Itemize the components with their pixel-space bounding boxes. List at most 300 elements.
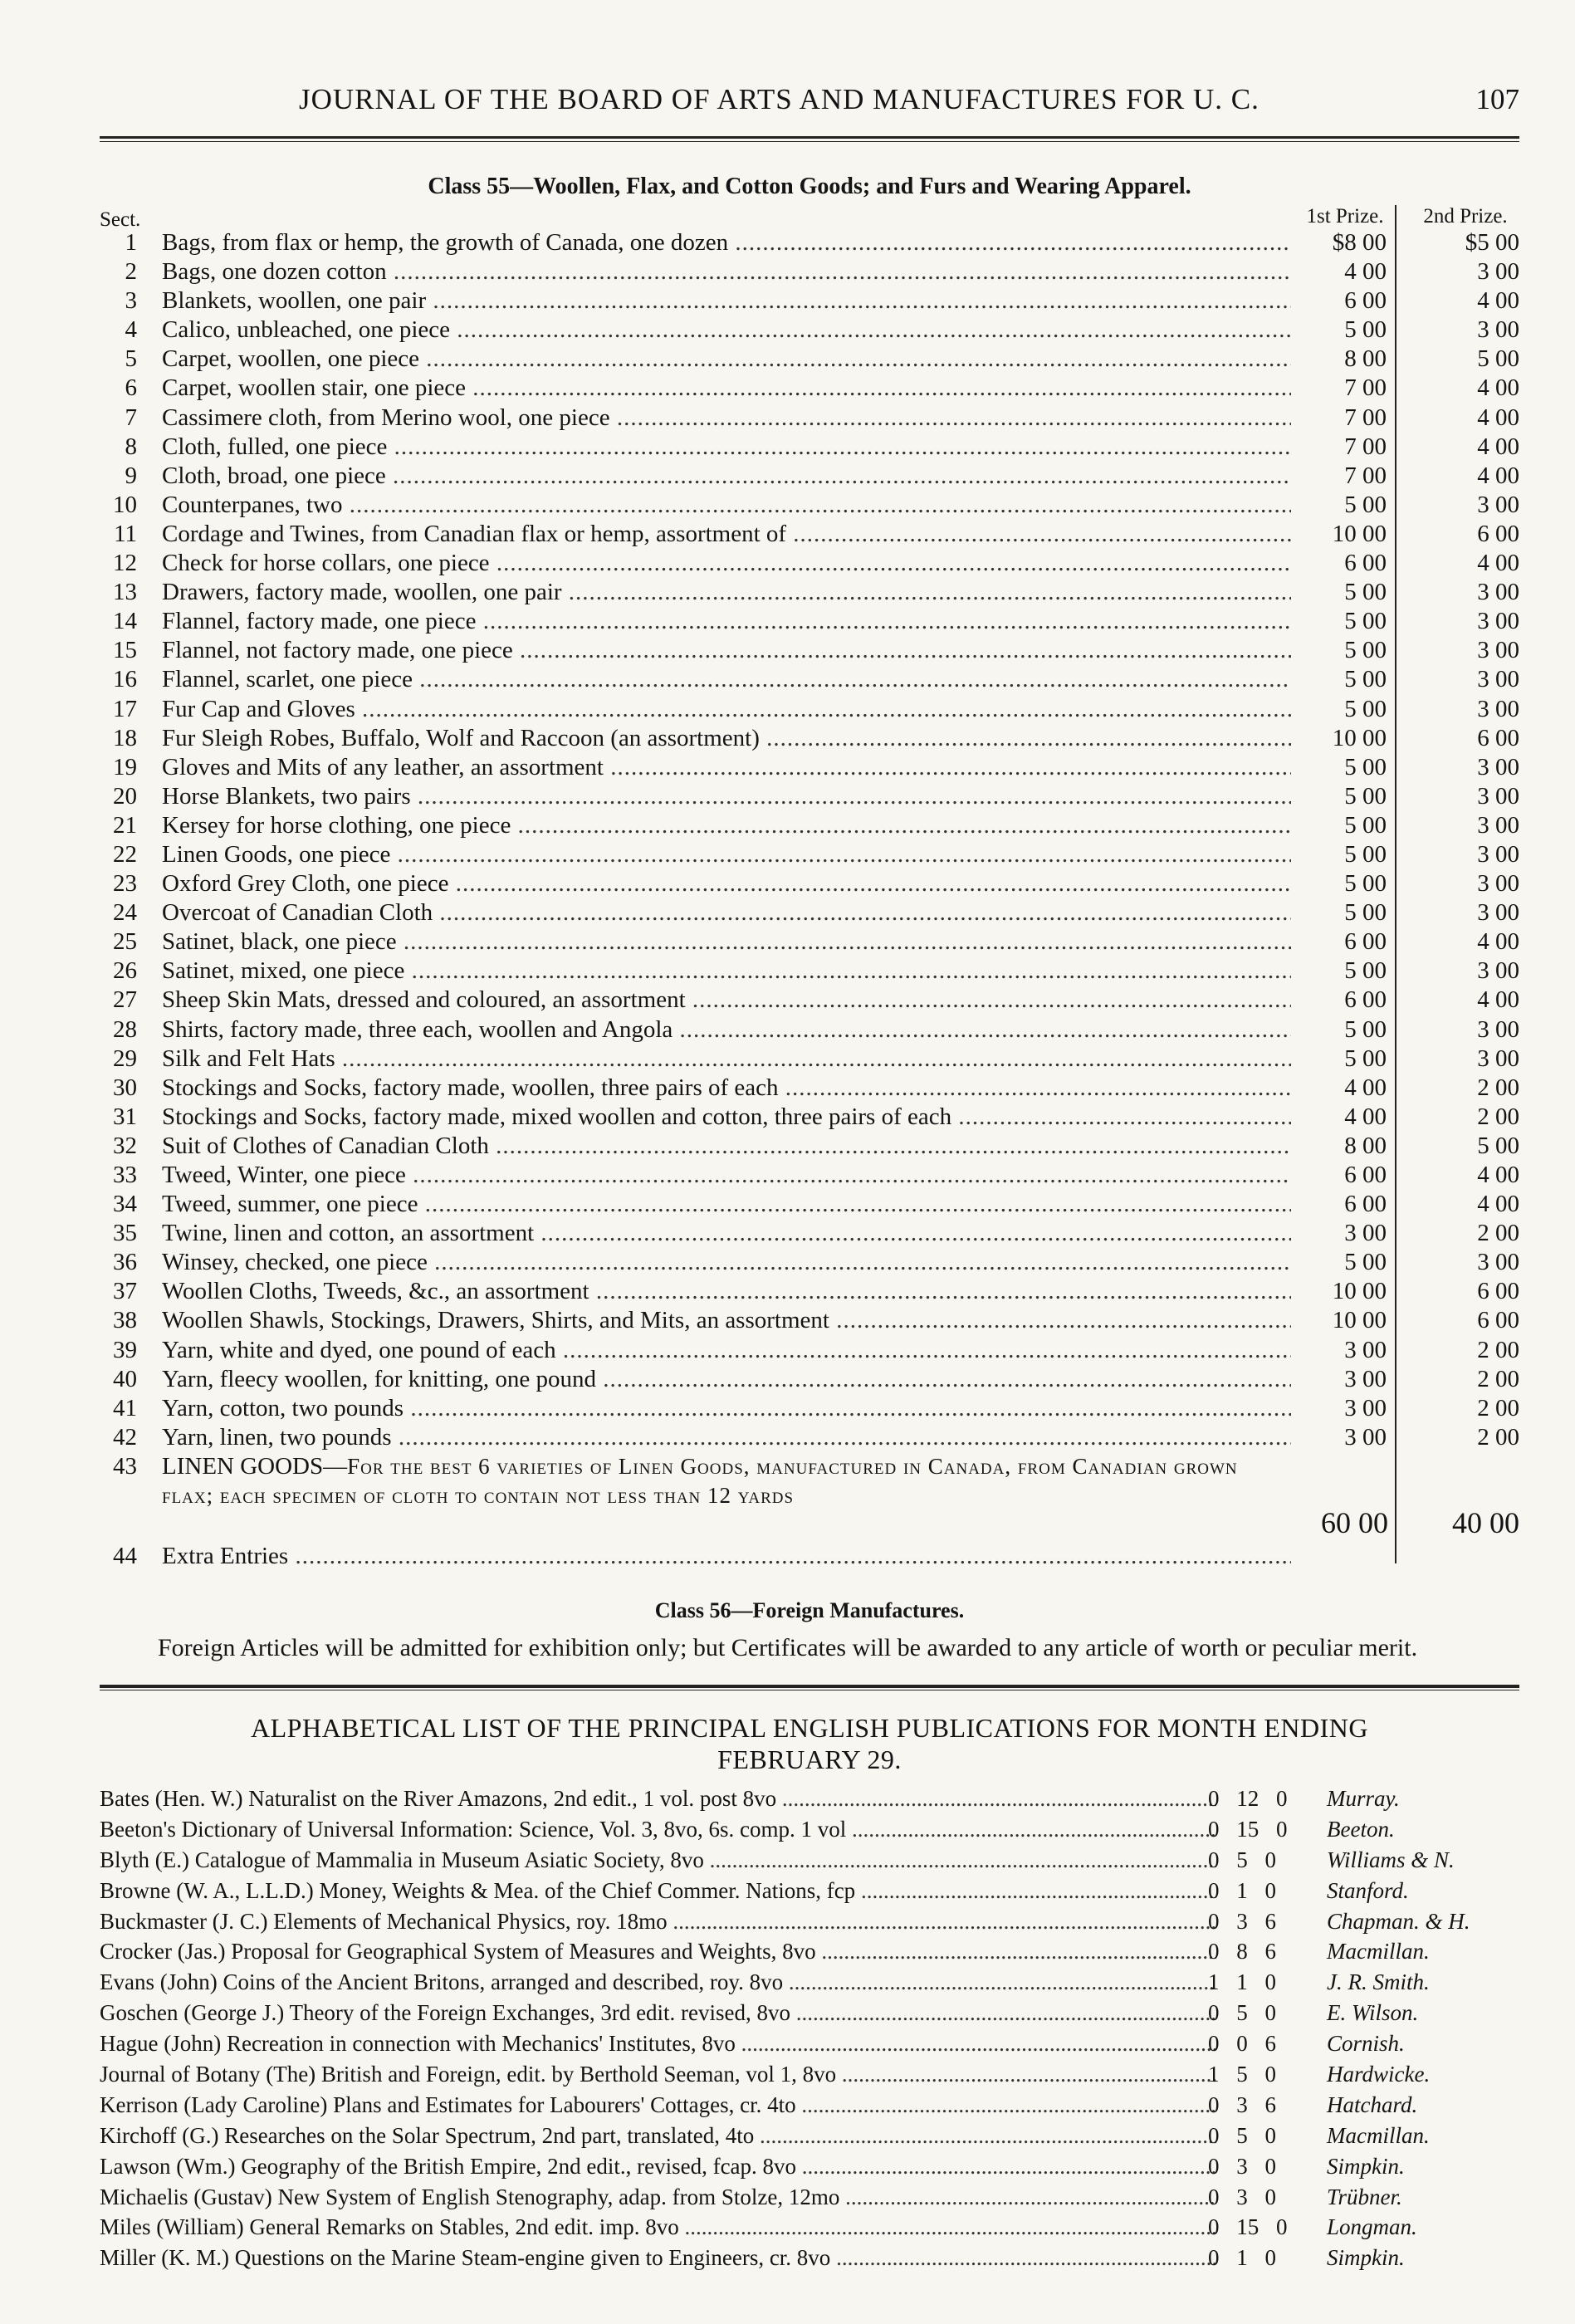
item-description: Twine, linen and cotton, an assortment ..... (162, 1219, 1291, 1248)
section-number: 42 (113, 1423, 137, 1451)
second-prize-amount: 40 00 (1452, 1505, 1519, 1539)
publication-publisher: Stanford. (1327, 1877, 1409, 1903)
first-prize-amount: 7 00 (1344, 462, 1387, 489)
prize-row (100, 1248, 1519, 1277)
item-description: Horse Blankets, two pairs ..... (162, 782, 1291, 811)
linen-goods-description (162, 1452, 1291, 1510)
second-prize-amount: 3 00 (1477, 840, 1519, 868)
first-prize-amount: 7 00 (1344, 404, 1387, 431)
first-prize-amount: 6 00 (1344, 1162, 1387, 1188)
publication-price: 0 3 0 (1208, 2184, 1276, 2209)
section-number: 41 (113, 1394, 137, 1421)
publication-publisher: Hardwicke. (1327, 2061, 1431, 2087)
item-description: Silk and Felt Hats ..... (162, 1045, 1291, 1074)
first-prize-amount: 3 00 (1344, 1365, 1387, 1392)
second-prize-amount: 3 00 (1477, 811, 1519, 839)
prize-row (100, 1015, 1519, 1045)
publication-price: 0 3 6 (1208, 1908, 1276, 1934)
item-description: Woollen Shawls, Stockings, Drawers, Shirts, and Mits, an assortment ..... (162, 1306, 1291, 1335)
second-prize-amount: 4 00 (1477, 1191, 1519, 1218)
section-number: 44 (113, 1542, 137, 1569)
publication-publisher: Murray. (1327, 1785, 1400, 1811)
second-prize-amount: 5 00 (1477, 345, 1519, 373)
prize-rows (100, 228, 1519, 1452)
section-number: 27 (113, 986, 137, 1014)
section-number: 21 (113, 811, 137, 839)
first-prize-amount: 3 00 (1344, 1220, 1387, 1247)
page-number: 107 (1475, 83, 1519, 115)
first-prize-amount: 5 00 (1344, 811, 1387, 839)
first-prize-amount: 6 00 (1344, 986, 1387, 1014)
publication-entry (100, 1845, 1519, 1876)
first-prize-amount: 5 00 (1344, 782, 1387, 810)
first-prize-amount: 4 00 (1344, 258, 1387, 286)
section-number: 36 (113, 1249, 137, 1276)
first-prize-amount: 10 00 (1332, 520, 1387, 547)
second-prize-amount: 3 00 (1477, 870, 1519, 898)
second-prize-amount: 3 00 (1477, 899, 1519, 927)
second-prize-amount: 4 00 (1477, 986, 1519, 1014)
first-prize-amount: 5 00 (1344, 666, 1387, 693)
publication-price: 0 0 6 (1208, 2031, 1276, 2057)
prize-row (100, 957, 1519, 986)
first-prize-amount: 4 00 (1344, 1103, 1387, 1130)
second-prize-amount: 3 00 (1477, 753, 1519, 780)
second-prize-amount: 3 00 (1477, 316, 1519, 344)
prize-row (100, 374, 1519, 403)
publication-entry (100, 2059, 1519, 2090)
item-description: Yarn, fleecy woollen, for knitting, one pound ..... (162, 1365, 1291, 1394)
class-55-title: Class 55—Woollen, Flax, and Cotton Goods; and Furs and Wearing Apparel. (428, 174, 1191, 199)
prize-row (100, 1161, 1519, 1190)
section-number: 18 (113, 724, 137, 751)
running-title: JOURNAL OF THE BOARD OF ARTS AND MANUFACTURES FOR U. C. (299, 83, 1260, 115)
second-prize-amount: 2 00 (1477, 1394, 1519, 1421)
foreign-articles-note: Foreign Articles will be admitted for exhibition only; but Certificates will be awarded to any article of worth or peculiar merit. (158, 1633, 1418, 1661)
item-description: Drawers, factory made, woollen, one pair ..... (162, 578, 1291, 607)
publication-title: Buckmaster (J. C.) Elements of Mechanical Physics, roy. 18mo ..... (100, 1906, 1216, 1936)
publication-price: 0 5 0 (1208, 2122, 1276, 2148)
prize-table-header (100, 203, 1519, 231)
first-prize-amount: 5 00 (1344, 1045, 1387, 1072)
item-description: Oxford Grey Cloth, one piece ..... (162, 869, 1291, 898)
publication-price: 0 1 0 (1208, 2245, 1276, 2271)
first-prize-amount: 5 00 (1344, 316, 1387, 344)
publication-entry (100, 2243, 1519, 2273)
item-description: Fur Sleigh Robes, Buffalo, Wolf and Raccoon (an assortment) ..... (162, 724, 1291, 753)
section-number: 28 (113, 1015, 137, 1043)
prize-row (100, 1045, 1519, 1074)
section-number: 7 (125, 404, 137, 431)
item-description: Linen Goods, one piece ..... (162, 840, 1291, 869)
second-prize-amount: 3 00 (1477, 491, 1519, 518)
item-description: Tweed, summer, one piece ..... (162, 1190, 1291, 1219)
section-number: 30 (113, 1074, 137, 1101)
section-number: 19 (113, 753, 137, 780)
publication-price: 0 1 0 (1208, 1877, 1276, 1903)
first-prize-amount: 8 00 (1344, 1132, 1387, 1159)
item-description: Suit of Clothes of Canadian Cloth ..... (162, 1132, 1291, 1161)
second-prize-amount: 3 00 (1477, 637, 1519, 664)
section-number: 12 (113, 550, 137, 577)
publication-publisher: Beeton. (1327, 1816, 1395, 1842)
linen-goods-row (100, 1452, 1519, 1542)
first-prize-amount: 10 00 (1332, 724, 1387, 751)
item-description: Kersey for horse clothing, one piece ..... (162, 811, 1291, 840)
publication-publisher: E. Wilson. (1327, 2000, 1419, 2026)
first-prize-amount: 6 00 (1344, 550, 1387, 577)
publication-price: 1 5 0 (1208, 2061, 1276, 2087)
publication-title: Beeton's Dictionary of Universal Information: Science, Vol. 3, 8vo, 6s. comp. 1 vol ..... (100, 1814, 1216, 1844)
first-prize-amount: 8 00 (1344, 345, 1387, 373)
section-number: 3 (125, 287, 137, 315)
first-prize-amount: 10 00 (1332, 1278, 1387, 1305)
first-prize-amount: 3 00 (1344, 1394, 1387, 1421)
prize-row (100, 811, 1519, 840)
second-prize-header: 2nd Prize. (1423, 205, 1508, 228)
section-number: 34 (113, 1191, 137, 1218)
second-prize-amount: 4 00 (1477, 287, 1519, 315)
linen-goods-lead: LINEN GOODS— (162, 1452, 348, 1480)
section-number: 11 (114, 520, 137, 547)
item-description: Flannel, scarlet, one piece ..... (162, 665, 1291, 694)
prize-row (100, 665, 1519, 694)
prize-row (100, 927, 1519, 957)
section-number: 43 (113, 1452, 137, 1480)
prize-row (100, 636, 1519, 665)
publication-price: 0 15 0 (1208, 2214, 1288, 2240)
prize-row (100, 782, 1519, 811)
publications-title (100, 1712, 1519, 1775)
second-prize-amount: 2 00 (1477, 1423, 1519, 1451)
publication-entry (100, 1967, 1519, 1998)
publication-publisher: Cornish. (1327, 2031, 1405, 2057)
item-description: Blankets, woollen, one pair ..... (162, 286, 1291, 316)
publication-title: Browne (W. A., L.L.D.) Money, Weights & Mea. of the Chief Commer. Nations, fcp ..... (100, 1876, 1216, 1906)
publication-publisher: Macmillan. (1327, 1939, 1430, 1964)
publication-entry (100, 2212, 1519, 2243)
prize-row (100, 228, 1519, 257)
section-number: 39 (113, 1336, 137, 1363)
publication-entry (100, 1876, 1519, 1906)
item-description: Gloves and Mits of any leather, an assortment ..... (162, 753, 1291, 782)
prize-row (100, 1103, 1519, 1132)
first-prize-amount: $8 00 (1332, 229, 1387, 256)
section-number: 33 (113, 1162, 137, 1188)
first-prize-amount: 5 00 (1344, 870, 1387, 898)
item-description: Bags, from flax or hemp, the growth of Canada, one dozen ..... (162, 228, 1291, 257)
item-description: Extra Entries ..... (162, 1542, 1291, 1570)
publication-price: 0 12 0 (1208, 1785, 1288, 1811)
item-description: Yarn, cotton, two pounds ..... (162, 1394, 1291, 1423)
publication-publisher: Hatchard. (1327, 2092, 1418, 2117)
section-number: 13 (113, 579, 137, 606)
first-prize-amount: 5 00 (1344, 899, 1387, 927)
prize-row (100, 1306, 1519, 1335)
second-prize-amount: 3 00 (1477, 258, 1519, 286)
publication-publisher: Williams & N. (1327, 1847, 1455, 1872)
section-number: 10 (113, 491, 137, 518)
section-number: 35 (113, 1220, 137, 1247)
prize-row (100, 257, 1519, 286)
prize-row (100, 578, 1519, 607)
prize-row (100, 1074, 1519, 1103)
second-prize-amount: 3 00 (1477, 695, 1519, 722)
item-description: Calico, unbleached, one piece ..... (162, 316, 1291, 345)
publication-price: 1 1 0 (1208, 1969, 1276, 1995)
prize-row (100, 1423, 1519, 1452)
first-prize-amount: 6 00 (1344, 928, 1387, 956)
item-description: Cordage and Twines, from Canadian flax or hemp, assortment of ..... (162, 520, 1291, 549)
prize-row (100, 986, 1519, 1015)
section-number: 15 (113, 637, 137, 664)
publication-publisher: Trübner. (1327, 2184, 1402, 2209)
item-description: Satinet, mixed, one piece ..... (162, 957, 1291, 986)
publication-title: Miller (K. M.) Questions on the Marine Steam-engine given to Engineers, cr. 8vo ..... (100, 2243, 1216, 2273)
publication-entry (100, 1936, 1519, 1967)
publication-entry (100, 2121, 1519, 2151)
publication-title: Hague (John) Recreation in connection with Mechanics' Institutes, 8vo ..... (100, 2028, 1216, 2058)
item-description: Stockings and Socks, factory made, woollen, three pairs of each ..... (162, 1074, 1291, 1103)
item-description: Bags, one dozen cotton ..... (162, 257, 1291, 286)
section-number: 26 (113, 957, 137, 985)
item-description: Cloth, fulled, one piece ..... (162, 433, 1291, 462)
header-rule (100, 136, 1519, 142)
item-description: Flannel, factory made, one piece ..... (162, 607, 1291, 636)
section-number: 22 (113, 840, 137, 868)
section-number: 16 (113, 666, 137, 693)
publication-title: Crocker (Jas.) Proposal for Geographical System of Measures and Weights, 8vo ..... (100, 1936, 1216, 1966)
item-description: Winsey, checked, one piece ..... (162, 1248, 1291, 1277)
sect-column-header: Sect. (100, 208, 141, 231)
journal-page (100, 83, 1519, 2273)
first-prize-amount: 6 00 (1344, 287, 1387, 315)
item-description: Check for horse collars, one piece ..... (162, 549, 1291, 578)
first-prize-amount: 3 00 (1344, 1423, 1387, 1451)
publication-entry (100, 1814, 1519, 1845)
first-prize-amount: 5 00 (1344, 608, 1387, 635)
second-prize-amount: 6 00 (1477, 520, 1519, 547)
section-number: 2 (125, 258, 137, 286)
prize-row (100, 549, 1519, 578)
item-description: Woollen Cloths, Tweeds, &c., an assortment ..... (162, 1277, 1291, 1306)
prize-row (100, 433, 1519, 462)
item-description: Yarn, linen, two pounds ..... (162, 1423, 1291, 1452)
section-number: 6 (125, 374, 137, 402)
linen-goods-conditions: For the best 6 varieties of Linen Goods, manufactured in Canada, from Canadian grown flax; each specimen of cloth to contain not less than 12 yards (162, 1453, 1238, 1508)
prize-row (100, 1132, 1519, 1161)
second-prize-amount: 2 00 (1477, 1365, 1519, 1392)
publication-entry (100, 2090, 1519, 2121)
first-prize-amount: 7 00 (1344, 374, 1387, 402)
first-prize-amount: 5 00 (1344, 753, 1387, 780)
item-description: Overcoat of Canadian Cloth ..... (162, 898, 1291, 927)
prize-row (100, 1277, 1519, 1306)
section-number: 40 (113, 1365, 137, 1392)
second-prize-amount: 6 00 (1477, 1278, 1519, 1305)
publication-title: Michaelis (Gustav) New System of English Stenography, adap. from Stolze, 12mo ..... (100, 2182, 1216, 2212)
publication-entry (100, 2151, 1519, 2182)
section-number: 31 (113, 1103, 137, 1130)
second-prize-amount: 5 00 (1477, 1132, 1519, 1159)
first-prize-amount: 5 00 (1344, 1249, 1387, 1276)
prize-row (100, 286, 1519, 316)
second-prize-amount: 3 00 (1477, 1015, 1519, 1043)
second-prize-amount: $5 00 (1465, 229, 1519, 256)
second-prize-amount: 3 00 (1477, 1249, 1519, 1276)
prize-row (100, 520, 1519, 549)
prize-row (100, 404, 1519, 433)
first-prize-header: 1st Prize. (1306, 205, 1384, 228)
prize-row (100, 753, 1519, 782)
second-prize-amount: 2 00 (1477, 1336, 1519, 1363)
first-prize-amount: 60 00 (1321, 1505, 1388, 1539)
item-description: Cassimere cloth, from Merino wool, one piece ..... (162, 404, 1291, 433)
item-description: Shirts, factory made, three each, woollen and Angola ..... (162, 1015, 1291, 1045)
publication-publisher: Chapman. & H. (1327, 1908, 1470, 1934)
section-number: 4 (125, 316, 137, 344)
item-description: Yarn, white and dyed, one pound of each ..... (162, 1336, 1291, 1365)
prize-row (100, 724, 1519, 753)
item-description: Sheep Skin Mats, dressed and coloured, an assortment ..... (162, 986, 1291, 1015)
section-number: 24 (113, 899, 137, 927)
publication-price: 0 5 0 (1208, 1847, 1276, 1872)
publication-price: 0 3 6 (1208, 2092, 1276, 2117)
prize-row (100, 491, 1519, 520)
section-number: 37 (113, 1278, 137, 1305)
publications-list (100, 1783, 1519, 2273)
second-prize-amount: 4 00 (1477, 433, 1519, 460)
section-number: 29 (113, 1045, 137, 1072)
section-number: 23 (113, 870, 137, 898)
publication-publisher: Simpkin. (1327, 2153, 1405, 2179)
publication-entry (100, 1998, 1519, 2028)
publication-price: 0 3 0 (1208, 2153, 1276, 2179)
publication-title: Miles (William) General Remarks on Stables, 2nd edit. imp. 8vo ..... (100, 2212, 1216, 2242)
publication-title: Goschen (George J.) Theory of the Foreign Exchanges, 3rd edit. revised, 8vo ..... (100, 1998, 1216, 2028)
section-number: 9 (125, 462, 137, 489)
publication-price: 0 5 0 (1208, 2000, 1276, 2026)
publication-title: Lawson (Wm.) Geography of the British Empire, 2nd edit., revised, fcap. 8vo ..... (100, 2151, 1216, 2181)
second-prize-amount: 4 00 (1477, 462, 1519, 489)
prize-row (100, 695, 1519, 724)
prize-row (100, 316, 1519, 345)
publication-title: Kirchoff (G.) Researches on the Solar Spectrum, 2nd part, translated, 4to ..... (100, 2121, 1216, 2150)
second-prize-amount: 2 00 (1477, 1074, 1519, 1101)
publications-title-line-2: FEBRUARY 29. (717, 1744, 902, 1774)
second-prize-amount: 3 00 (1477, 957, 1519, 985)
prize-row (100, 840, 1519, 869)
section-rule (100, 1685, 1519, 1690)
item-description: Tweed, Winter, one piece ..... (162, 1161, 1291, 1190)
publications-title-line-1: ALPHABETICAL LIST OF THE PRINCIPAL ENGLISH PUBLICATIONS FOR MONTH ENDING (251, 1712, 1368, 1743)
prize-row (100, 1336, 1519, 1365)
first-prize-amount: 6 00 (1344, 1191, 1387, 1218)
publication-entry (100, 2182, 1519, 2213)
item-description: Satinet, black, one piece ..... (162, 927, 1291, 957)
second-prize-amount: 4 00 (1477, 374, 1519, 402)
first-prize-amount: 5 00 (1344, 695, 1387, 722)
publication-publisher: J. R. Smith. (1327, 1969, 1430, 1995)
publication-entry (100, 2028, 1519, 2059)
section-number: 25 (113, 928, 137, 956)
publication-entry (100, 1906, 1519, 1937)
second-prize-amount: 4 00 (1477, 550, 1519, 577)
publication-title: Blyth (E.) Catalogue of Mammalia in Museum Asiatic Society, 8vo ..... (100, 1845, 1216, 1875)
section-number: 8 (125, 433, 137, 460)
first-prize-amount: 5 00 (1344, 957, 1387, 985)
publication-title: Bates (Hen. W.) Naturalist on the River Amazons, 2nd edit., 1 vol. post 8vo ..... (100, 1783, 1216, 1813)
second-prize-amount: 4 00 (1477, 1162, 1519, 1188)
prize-row (100, 345, 1519, 374)
publication-price: 0 15 0 (1208, 1816, 1288, 1842)
first-prize-amount: 5 00 (1344, 491, 1387, 518)
publication-title: Kerrison (Lady Caroline) Plans and Estimates for Labourers' Cottages, cr. 4to ..... (100, 2090, 1216, 2120)
prize-row (100, 462, 1519, 491)
prize-row (100, 1394, 1519, 1423)
second-prize-amount: 6 00 (1477, 1307, 1519, 1334)
first-prize-amount: 7 00 (1344, 433, 1387, 460)
first-prize-amount: 3 00 (1344, 1336, 1387, 1363)
prize-row (100, 1365, 1519, 1394)
section-number: 5 (125, 345, 137, 373)
prize-table (100, 228, 1519, 1570)
second-prize-amount: 3 00 (1477, 608, 1519, 635)
first-prize-amount: 10 00 (1332, 1307, 1387, 1334)
section-number: 14 (113, 608, 137, 635)
second-prize-amount: 3 00 (1477, 666, 1519, 693)
publication-title: Evans (John) Coins of the Ancient Britons, arranged and described, roy. 8vo ..... (100, 1967, 1216, 1997)
second-prize-amount: 3 00 (1477, 579, 1519, 606)
section-number: 38 (113, 1307, 137, 1334)
second-prize-amount: 6 00 (1477, 724, 1519, 751)
second-prize-amount: 4 00 (1477, 404, 1519, 431)
prize-row (100, 869, 1519, 898)
second-prize-amount: 4 00 (1477, 928, 1519, 956)
item-description: Counterpanes, two ..... (162, 491, 1291, 520)
item-description: Cloth, broad, one piece ..... (162, 462, 1291, 491)
class-56-title: Class 56—Foreign Manufactures. (654, 1597, 965, 1622)
first-prize-amount: 5 00 (1344, 1015, 1387, 1043)
first-prize-amount: 5 00 (1344, 840, 1387, 868)
item-description: Fur Cap and Gloves ..... (162, 695, 1291, 724)
publication-publisher: Longman. (1327, 2214, 1417, 2240)
publication-entry (100, 1783, 1519, 1814)
second-prize-amount: 2 00 (1477, 1103, 1519, 1130)
publication-publisher: Macmillan. (1327, 2122, 1430, 2148)
prize-row (100, 607, 1519, 636)
section-number: 17 (113, 695, 137, 722)
section-number: 20 (113, 782, 137, 810)
prize-row (100, 1190, 1519, 1219)
first-prize-amount: 5 00 (1344, 579, 1387, 606)
prize-row (100, 898, 1519, 927)
first-prize-amount: 4 00 (1344, 1074, 1387, 1101)
second-prize-amount: 3 00 (1477, 782, 1519, 810)
item-description: Carpet, woollen, one piece ..... (162, 345, 1291, 374)
publication-title: Journal of Botany (The) British and Foreign, edit. by Berthold Seeman, vol 1, 8vo ..... (100, 2059, 1216, 2089)
running-head (100, 83, 1519, 131)
item-description: Flannel, not factory made, one piece ..... (162, 636, 1291, 665)
publication-price: 0 8 6 (1208, 1939, 1276, 1964)
item-description: Stockings and Socks, factory made, mixed woollen and cotton, three pairs of each ..... (162, 1103, 1291, 1132)
second-prize-amount: 3 00 (1477, 1045, 1519, 1072)
publication-publisher: Simpkin. (1327, 2245, 1405, 2271)
item-description: Carpet, woollen stair, one piece ..... (162, 374, 1291, 403)
extra-entries-row (100, 1542, 1519, 1570)
prize-row (100, 1219, 1519, 1248)
section-number: 1 (125, 229, 137, 256)
